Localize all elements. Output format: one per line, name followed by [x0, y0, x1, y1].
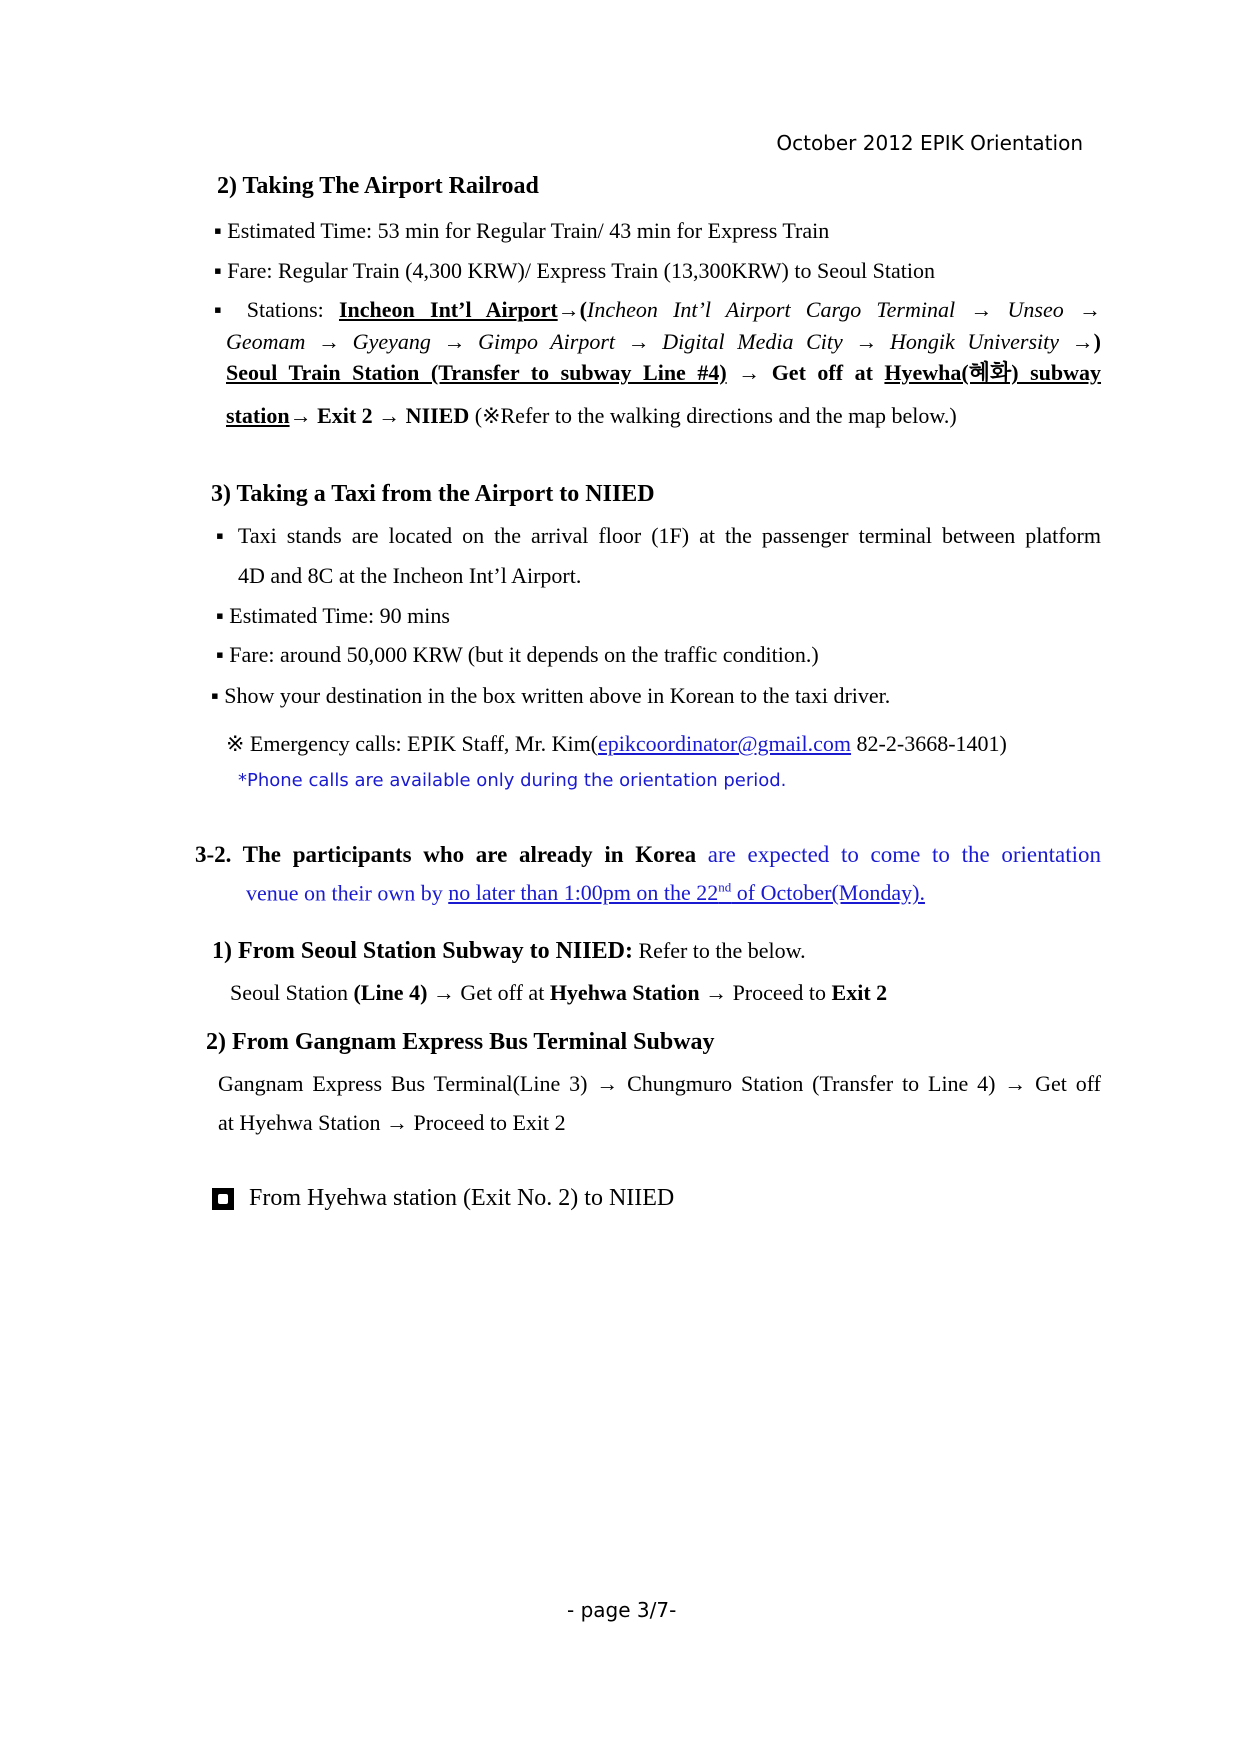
seoul-station-route [230, 979, 887, 1007]
text: → Exit 2 → NIIED [289, 403, 470, 428]
station-name: Incheon Int’l Airport [338, 297, 558, 322]
t: → Proceed to [699, 980, 832, 1005]
emergency-calls [226, 730, 1007, 758]
text: Refer to the below. [632, 938, 806, 963]
page-footer: - page 3/7- [567, 1598, 677, 1622]
railroad-stations-line2 [226, 328, 1101, 356]
gangnam-route-line1: Gangnam Express Bus Terminal(Line 3) → Chungmuro Station (Transfer to Line 4) → Get off [218, 1071, 1101, 1096]
text: → Get off at [726, 360, 885, 385]
text: ※ Emergency calls: EPIK Staff, Mr. Kim( [226, 731, 599, 756]
ordinal: nd [718, 880, 732, 895]
taxi-fare: ▪ Fare: around 50,000 KRW (but it depends on the traffic condition.) [216, 642, 819, 667]
title: 1) From Seoul Station Subway to NIIED: [212, 938, 633, 964]
t: (Line 4) [353, 980, 428, 1005]
arrow: →( [557, 297, 587, 322]
destination-station: Hyewha(혜화) subway [884, 360, 1102, 385]
phone: 82-2-3668-1401) [851, 731, 1007, 756]
railroad-stations-line1 [214, 296, 1101, 324]
walking-section-title: From Hyehwa station (Exit No. 2) to NIIED [249, 1185, 675, 1211]
email-link[interactable]: epikcoordinator@gmail.com [598, 731, 852, 756]
taxi-location-line1: ▪ Taxi stands are located on the arrival floor (1F) at the passenger terminal between platform [216, 523, 1101, 548]
page-header: October 2012 EPIK Orientation [776, 131, 1083, 155]
deadline: no later than 1:00pm on the 22 [448, 880, 719, 906]
heading: 3-2. The participants who are already in Korea [195, 842, 697, 867]
railroad-stations-line3 [226, 359, 1101, 387]
paren: ) [1093, 329, 1101, 354]
t: Exit 2 [831, 980, 888, 1005]
text: station [226, 403, 290, 428]
section-title-airport-railroad: 2) Taking The Airport Railroad [217, 173, 539, 199]
label: ▪ Stations: [214, 297, 339, 322]
korea-participants-line2 [246, 874, 925, 907]
taxi-destination-note: ▪ Show your destination in the box written above in Korean to the taxi driver. [211, 683, 891, 708]
railroad-time: ▪ Estimated Time: 53 min for Regular Train/ 43 min for Express Train [214, 218, 830, 243]
date: of October(Monday). [731, 880, 925, 906]
t: Seoul Station [230, 980, 354, 1005]
text: are expected to come to the orientation [696, 842, 1101, 867]
korea-participants-line1 [195, 841, 1101, 869]
square-bullet-icon [212, 1188, 234, 1210]
railroad-stations-line4 [226, 402, 957, 430]
taxi-time: ▪ Estimated Time: 90 mins [216, 603, 450, 628]
text: venue on their own by [246, 880, 449, 906]
stations-list: Incheon Int’l Airport Cargo Terminal → Unseo → [587, 297, 1101, 322]
t: Hyehwa Station [549, 980, 700, 1005]
phone-note: *Phone calls are available only during the orientation period. [238, 770, 787, 791]
section-title-taxi: 3) Taking a Taxi from the Airport to NIIED [211, 481, 655, 507]
railroad-fare: ▪ Fare: Regular Train (4,300 KRW)/ Express Train (13,300KRW) to Seoul Station [214, 258, 935, 283]
note: (※Refer to the walking directions and the map below.) [469, 403, 957, 428]
gangnam-route-line2: at Hyehwa Station → Proceed to Exit 2 [218, 1110, 566, 1135]
stations-list: Geomam → Gyeyang → Gimpo Airport → Digital Media City → Hongik University → [226, 329, 1094, 354]
gangnam-route-title: 2) From Gangnam Express Bus Terminal Subway [206, 1029, 715, 1055]
taxi-location-line2: 4D and 8C at the Incheon Int’l Airport. [238, 563, 582, 588]
seoul-station-route-title [212, 937, 806, 965]
transfer-station: Seoul Train Station (Transfer to subway Line #4) [226, 360, 727, 385]
t: → Get off at [427, 980, 550, 1005]
